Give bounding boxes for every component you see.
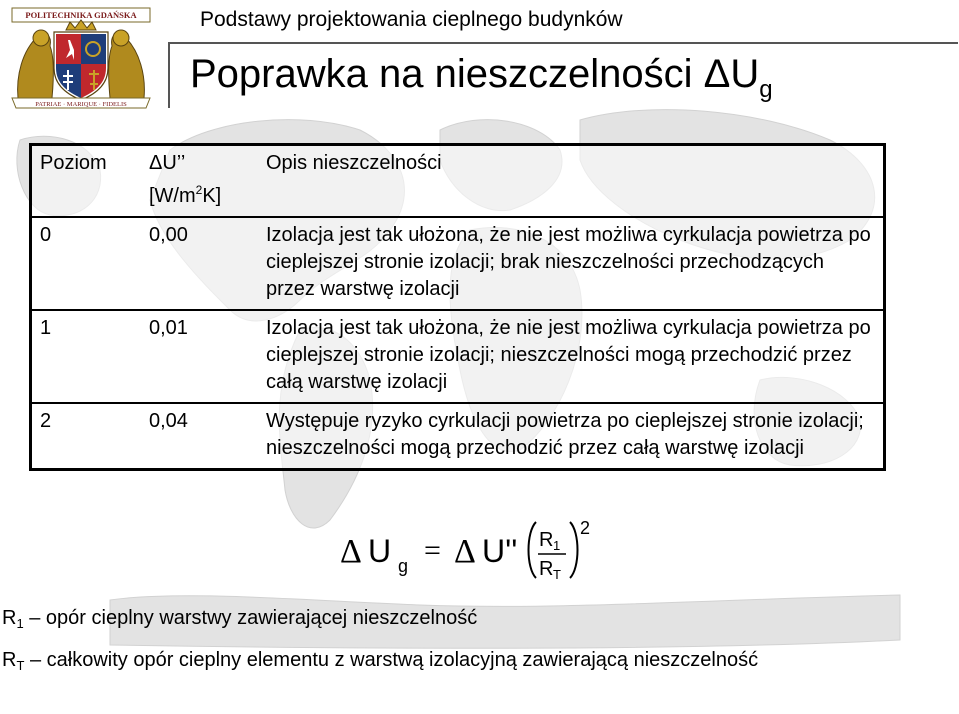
- definition-symbol-sub: T: [16, 658, 25, 673]
- page-title-main: Poprawka na nieszczelności ΔU: [190, 52, 760, 96]
- leakage-levels-table: [29, 143, 886, 471]
- course-name: Podstawy projektowania cieplnego budynków: [200, 8, 623, 31]
- header-unit-b: K]: [202, 185, 222, 207]
- row-value: 0,01: [141, 310, 258, 403]
- header-divider-vertical: [168, 42, 170, 108]
- formula-u-lhs: U: [368, 533, 392, 569]
- table-header-row: [31, 145, 885, 218]
- formula-exponent: 2: [580, 518, 591, 538]
- definition-symbol-sub: 1: [16, 616, 24, 631]
- formula-delta-rhs: Δ: [454, 533, 476, 570]
- row-value: 0,00: [141, 217, 258, 310]
- formula-equals: =: [424, 534, 441, 567]
- definition-symbol: R: [2, 607, 17, 629]
- header-divider-horizontal: [168, 42, 958, 44]
- formula-subscript-g: g: [398, 556, 409, 576]
- formula-r1: R: [539, 529, 554, 551]
- formula-r1-sub: 1: [553, 538, 561, 553]
- formula-paren-left: [529, 522, 537, 578]
- page-title: [190, 52, 773, 104]
- formula-rt-sub: T: [553, 567, 561, 582]
- table-row: [31, 310, 885, 403]
- formula-paren-right: [570, 522, 578, 578]
- definition-symbol: R: [2, 649, 17, 671]
- row-description: Izolacja jest tak ułożona, że nie jest możliwa cyrkulacja powietrza po cieplejszej stronie izolacji; brak nieszczelności przechodzących przez warstwę izolacji: [258, 217, 885, 310]
- header-delta-u-line1: ΔU’’: [149, 152, 186, 174]
- header-level: Poziom: [40, 152, 107, 174]
- logo-motto-text: PATRIAE · MARIQUE · FIDELIS: [35, 101, 127, 108]
- formula-delta-lhs: Δ: [340, 533, 362, 570]
- row-level: 2: [31, 403, 142, 470]
- logo-top-text: POLITECHNIKA GDAŃSKA: [25, 10, 137, 20]
- header-description: Opis nieszczelności: [266, 152, 442, 174]
- formula-u-double-prime: U'': [482, 533, 518, 569]
- definition-rt: [2, 649, 758, 673]
- header-delta-u: [141, 145, 258, 218]
- row-description: Występuje ryzyko cyrkulacji powietrza po cieplejszej stronie izolacji; nieszczelności mogą przechodzić przez całą warstwę izolacji: [258, 403, 885, 470]
- header-unit-a: [W/m: [149, 185, 196, 207]
- table-row: [31, 217, 885, 310]
- definition-text: – opór cieplny warstwy zawierającej nieszczelność: [23, 607, 478, 629]
- formula-rt: R: [539, 558, 554, 580]
- university-logo: [8, 6, 154, 110]
- row-value: 0,04: [141, 403, 258, 470]
- definition-r1: [2, 607, 477, 631]
- correction-formula: [340, 510, 610, 590]
- row-description: Izolacja jest tak ułożona, że nie jest możliwa cyrkulacja powietrza po cieplejszej stronie izolacji; nieszczelności mogą przechodzić przez całą warstwę izolacji: [258, 310, 885, 403]
- row-level: 1: [31, 310, 142, 403]
- page-title-subscript: g: [759, 76, 773, 103]
- header-unit-sup: 2: [195, 183, 203, 197]
- table-row: [31, 403, 885, 470]
- row-level: 0: [31, 217, 142, 310]
- definition-text: – całkowity opór cieplny elementu z warstwą izolacyjną zawierającą nieszczelność: [24, 649, 759, 671]
